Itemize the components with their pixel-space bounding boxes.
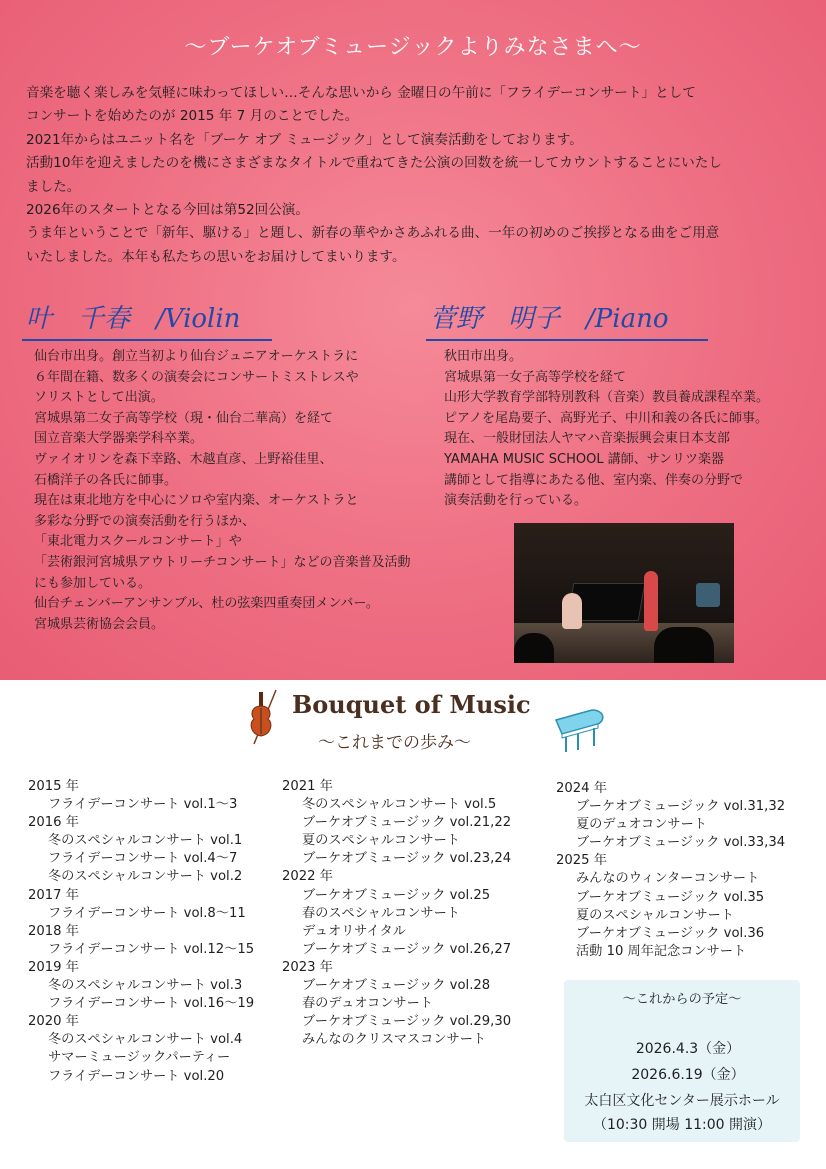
upcoming-schedule-box [564, 980, 800, 1142]
bio-line: 秋田市出身。 [444, 349, 523, 364]
history-event: サマーミュージックパーティー [48, 1050, 231, 1066]
history-event: 夏のスペシャルコンサート [576, 907, 734, 923]
violin-icon [242, 688, 282, 748]
photo-violinist [644, 571, 658, 631]
history-event: ブーケオブミュージック vol.36 [576, 925, 765, 941]
history-event: 春のスペシャルコンサート [302, 905, 460, 921]
history-event: 冬のスペシャルコンサート vol.4 [48, 1032, 243, 1048]
history-column-2 [282, 778, 511, 1049]
pianist-bio [444, 347, 769, 512]
schedule-date: 2026.4.3（金） [635, 1041, 741, 1057]
bio-line: にも参加している。 [34, 575, 152, 591]
history-year: 2015 年 [28, 779, 79, 794]
photo-screen [696, 583, 720, 607]
history-event: フライデーコンサート vol.1〜3 [48, 797, 238, 813]
grand-piano-icon [552, 706, 608, 756]
history-event: ブーケオブミュージック vol.29,30 [302, 1014, 512, 1030]
intro-line: 音楽を聴く楽しみを気軽に味わってほしい…そんな思いから 金曜日の午前に「フライデーコンサート」として [26, 85, 696, 101]
violinist-name: 叶 千春 /Violin [22, 298, 272, 341]
bio-line: 現在は東北地方を中心にソロや室内楽、オーケストラと [34, 493, 359, 509]
history-year: 2022 年 [282, 869, 333, 885]
page-title: 〜ブーケオブミュージックよりみなさまへ〜 [184, 35, 642, 60]
bio-line: 仙台市出身。創立当初より仙台ジュニアオーケストラに [34, 349, 359, 364]
intro-line: 2021年からはユニット名を「ブーケ オブ ミュージック」として演奏活動をしております。 [26, 131, 583, 148]
history-event: フライデーコンサート vol.12〜15 [48, 941, 255, 957]
bio-line: 宮城県芸術協会会員。 [34, 616, 165, 632]
history-event: ブーケオブミュージック vol.28 [302, 978, 491, 994]
history-event: ブーケオブミュージック vol.21,22 [302, 815, 512, 831]
history-year: 2024 年 [556, 781, 607, 796]
bio-line: ピアノを尾島要子、高野光子、中川和義の各氏に師事。 [444, 410, 768, 426]
bio-line: ６年間在籍、数多くの演奏会にコンサートミストレスや [34, 369, 359, 385]
intro-line: コンサートを始めたのが 2015 年 7 月のことでした。 [26, 108, 359, 125]
history-event: みんなのクリスマスコンサート [302, 1032, 487, 1048]
history-year: 2020 年 [28, 1014, 79, 1030]
intro-line: ました。 [26, 178, 81, 195]
history-event: ブーケオブミュージック vol.25 [302, 887, 491, 903]
bio-line: 国立音楽大学器楽学科卒業。 [34, 431, 204, 447]
history-event: 冬のスペシャルコンサート vol.3 [48, 978, 243, 994]
history-column-3 [556, 780, 785, 961]
history-year: 2021 年 [282, 779, 333, 794]
bio-line: 「東北電力スクールコンサート」や [34, 534, 242, 550]
bio-line: 仙台チェンバーアンサンブル、杜の弦楽四重奏団メンバー。 [34, 596, 379, 612]
intro-line: いたしました。本年も私たちの思いをお届けしてまいります。 [26, 248, 406, 265]
bio-line: 講師として指導にあたる他、室内楽、伴奏の分野で [444, 472, 744, 488]
violinist-bio [34, 347, 410, 635]
history-year: 2017 年 [28, 887, 79, 903]
schedule-time: （10:30 開場 11:00 開演） [592, 1117, 772, 1133]
photo-pianist [562, 593, 582, 629]
bio-line: 「芸術銀河宮城県アウトリーチコンサート」などの音楽普及活動 [34, 554, 411, 570]
history-event: フライデーコンサート vol.20 [48, 1068, 225, 1084]
brand-title: Bouquet of Music [292, 690, 531, 719]
history-event: ブーケオブミュージック vol.31,32 [576, 799, 786, 815]
history-event: ブーケオブミュージック vol.23,24 [302, 851, 512, 867]
history-event: フライデーコンサート vol.4〜7 [48, 851, 238, 867]
bio-line: 演奏活動を行っている。 [444, 493, 588, 509]
photo-audience [654, 627, 714, 663]
bio-line: 石橋洋子の各氏に師事。 [34, 472, 178, 488]
bio-line: 山形大学教育学部特別教科（音楽）教員養成課程卒業。 [444, 390, 770, 406]
bio-line: 宮城県第一女子高等学校を経て [444, 369, 627, 385]
schedule-date: 2026.6.19（金） [631, 1067, 745, 1083]
history-event: フライデーコンサート vol.8〜11 [48, 905, 246, 921]
history-column-1 [28, 778, 254, 1086]
history-year: 2025 年 [556, 853, 607, 869]
bio-line: 宮城県第二女子高等学校（現・仙台二華高）を経て [34, 410, 334, 426]
history-event: 夏のスペシャルコンサート [302, 833, 460, 849]
history-year: 2023 年 [282, 959, 333, 975]
photo-audience [514, 633, 554, 663]
history-event: ブーケオブミュージック vol.33,34 [576, 835, 786, 851]
schedule-title: 〜これからの予定〜 [622, 992, 742, 1007]
bio-line: 現在、一般財団法人ヤマハ音楽振興会東日本支部 [444, 431, 730, 447]
intro-line: 2026年のスタートとなる今回は第52回公演。 [26, 202, 309, 219]
history-event: 春のデュオコンサート [302, 996, 433, 1012]
pianist-name: 菅野 明子 /Piano [426, 298, 708, 341]
history-event: みんなのウィンターコンサート [576, 871, 760, 887]
history-event: ブーケオブミュージック vol.26,27 [302, 941, 512, 957]
history-year: 2018 年 [28, 923, 79, 939]
history-event: 冬のスペシャルコンサート vol.1 [48, 833, 243, 849]
bio-line: ソリストとして出演。 [34, 390, 164, 406]
bio-line: ヴァイオリンを森下幸路、木越直彦、上野裕佳里、 [34, 451, 333, 467]
intro-message [26, 82, 806, 269]
history-event: 冬のスペシャルコンサート vol.5 [302, 797, 497, 813]
history-event: 活動 10 周年記念コンサート [576, 943, 747, 959]
history-event: デュオリサイタル [302, 923, 406, 939]
history-event: 冬のスペシャルコンサート vol.2 [48, 869, 243, 885]
history-subtitle: 〜これまでの歩み〜 [318, 733, 471, 753]
bio-line: YAMAHA MUSIC SCHOOL 講師、サンリツ楽器 [444, 451, 725, 467]
history-event: 夏のデュオコンサート [576, 817, 707, 833]
bio-line: 多彩な分野での演奏活動を行うほか、 [34, 513, 256, 529]
concert-photo [514, 523, 734, 663]
intro-line: うま年ということで「新年、駆ける」と題し、新春の華やかさあふれる曲、一年の初めのご挨拶となる曲をご用意 [26, 225, 720, 242]
history-year: 2019 年 [28, 959, 79, 975]
schedule-venue: 太白区文化センター展示ホール [584, 1093, 780, 1109]
history-event: ブーケオブミュージック vol.35 [576, 889, 765, 905]
history-year: 2016 年 [28, 815, 79, 831]
intro-line: 活動10年を迎えましたのを機にさまざまなタイトルで重ねてきた公演の回数を統一してカウントすることにいたし [26, 155, 722, 172]
history-event: フライデーコンサート vol.16〜19 [48, 996, 255, 1012]
